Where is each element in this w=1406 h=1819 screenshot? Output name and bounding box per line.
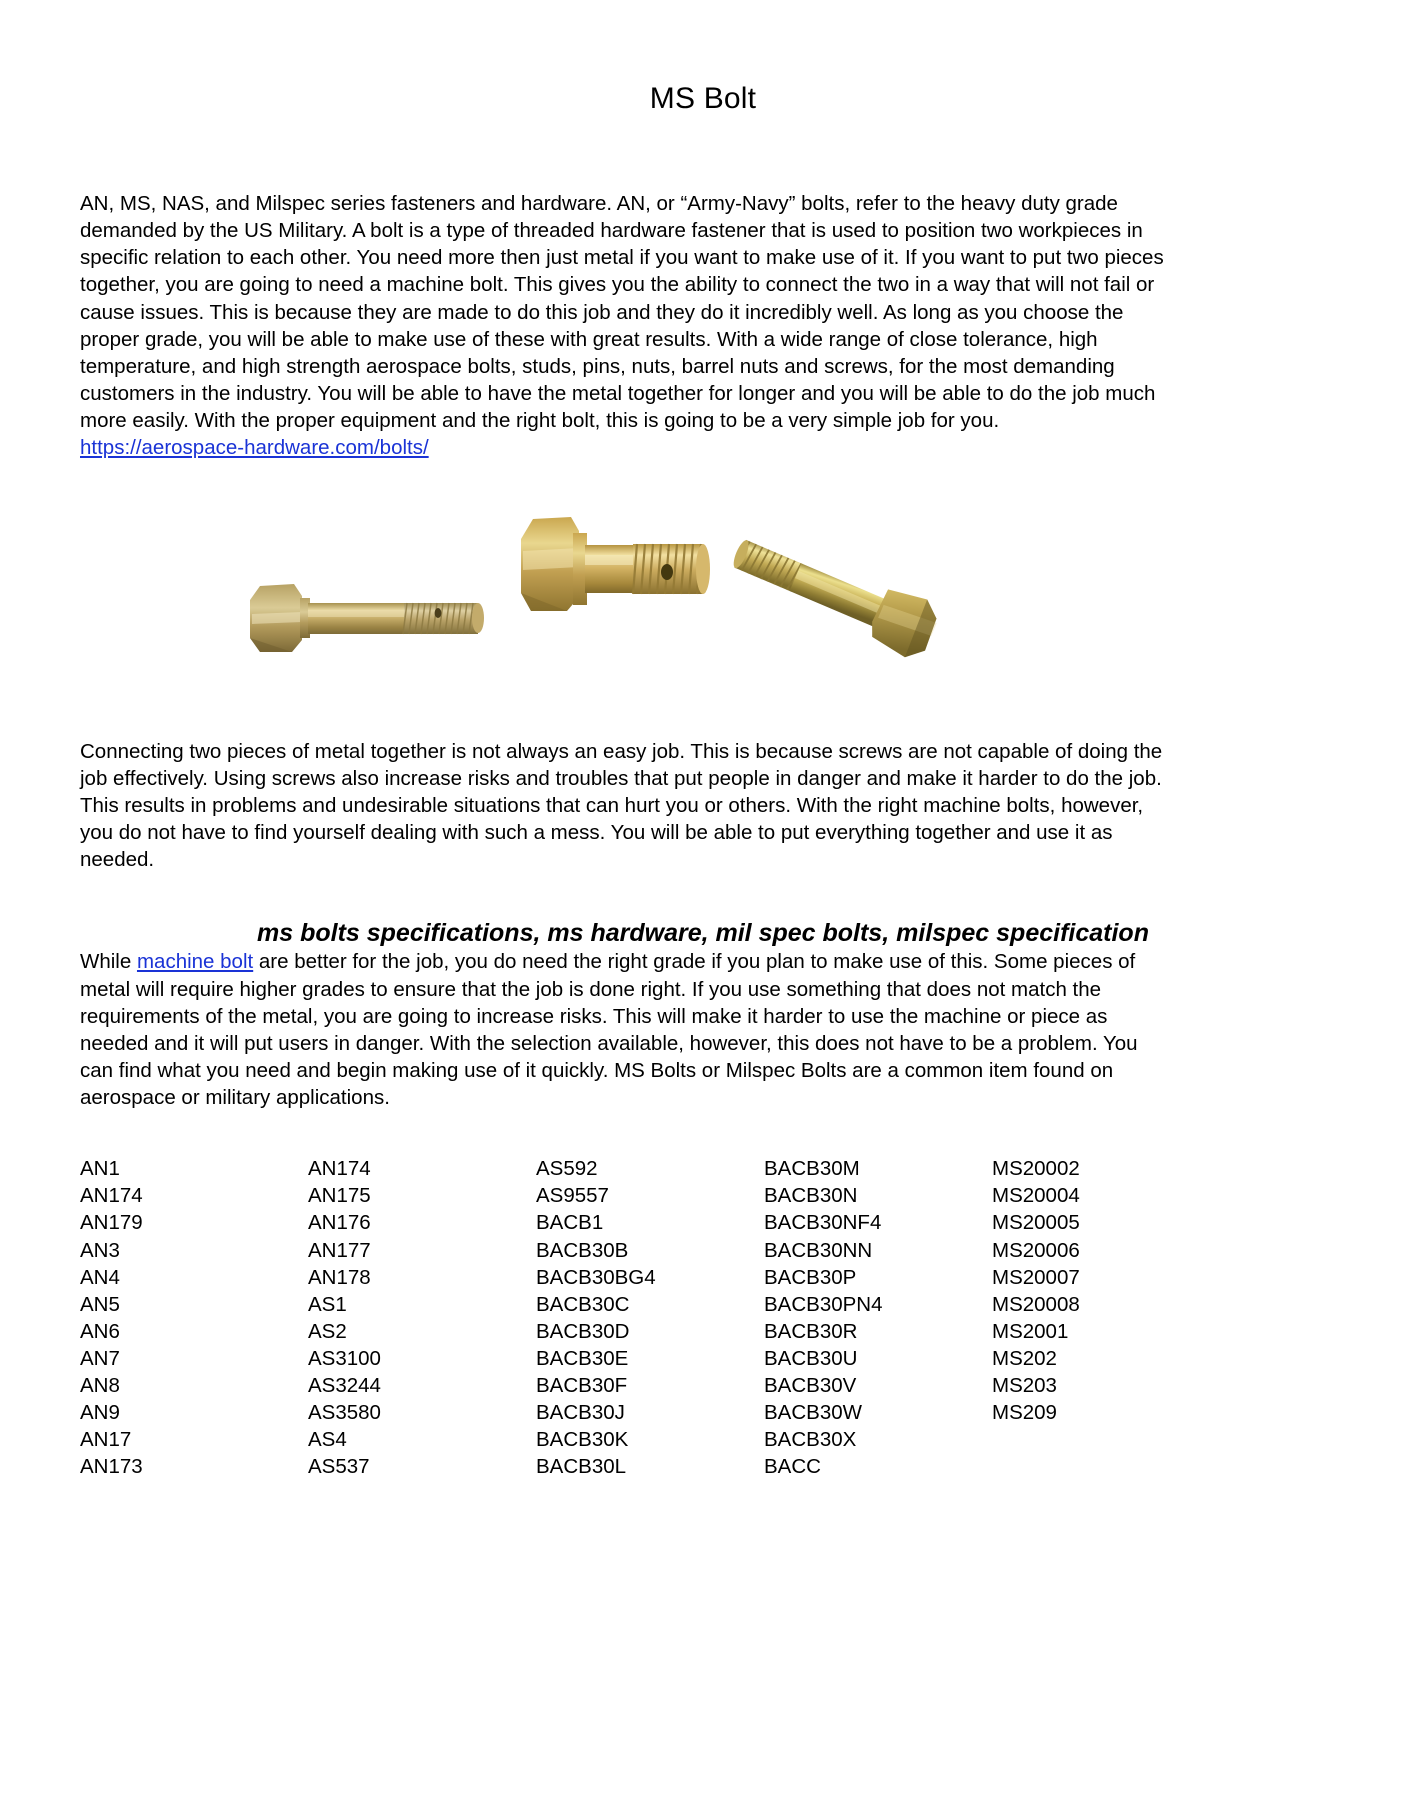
part-numbers-list <box>80 1155 1326 1480</box>
part-number: BACB30C <box>536 1292 630 1316</box>
part-number: MS20006 <box>992 1238 1080 1262</box>
part-number: AN5 <box>80 1292 120 1316</box>
part-number: BACB30P <box>764 1265 857 1289</box>
part-number: BACB30W <box>764 1401 862 1425</box>
parts-column-4 <box>764 1155 992 1480</box>
bolt-photo-figure <box>80 508 1326 708</box>
third-paragraph-prefix: While <box>80 950 137 974</box>
intro-section <box>80 190 1326 462</box>
part-number: MS202 <box>992 1346 1057 1370</box>
part-number: BACB30D <box>536 1319 630 1343</box>
part-number: BACC <box>764 1455 821 1479</box>
parts-column-5 <box>992 1155 1220 1480</box>
part-number: MS209 <box>992 1401 1057 1425</box>
part-number: AS3580 <box>308 1401 381 1425</box>
part-number: AN3 <box>80 1238 120 1262</box>
part-number: BACB30E <box>536 1346 629 1370</box>
part-number: AS4 <box>308 1428 347 1452</box>
parts-column-3 <box>536 1155 764 1480</box>
part-number: BACB30X <box>764 1428 857 1452</box>
part-number: AN179 <box>80 1211 143 1235</box>
bolt-image-1 <box>240 570 498 660</box>
part-number: AN7 <box>80 1346 120 1370</box>
part-number: BACB30U <box>764 1346 858 1370</box>
bolt-image-2 <box>515 511 715 616</box>
part-number: MS20005 <box>992 1211 1080 1235</box>
part-number: MS203 <box>992 1374 1057 1398</box>
part-number: BACB30B <box>536 1238 629 1262</box>
part-number <box>992 1453 1220 1480</box>
part-number: MS20002 <box>992 1157 1080 1181</box>
part-number: AS537 <box>308 1455 370 1479</box>
part-number: BACB30L <box>536 1455 627 1479</box>
parts-column-1 <box>80 1155 308 1480</box>
bolt-image-3 <box>725 520 950 675</box>
url-line <box>80 434 1326 461</box>
part-number: MS2001 <box>992 1319 1069 1343</box>
page-title: MS Bolt <box>649 82 757 115</box>
part-number: BACB30NF4 <box>764 1211 882 1235</box>
part-number: MS20004 <box>992 1184 1080 1208</box>
part-number: AS9557 <box>536 1184 609 1208</box>
part-number: AN177 <box>308 1238 371 1262</box>
parts-column-2 <box>308 1155 536 1480</box>
part-number: BACB30K <box>536 1428 629 1452</box>
part-number: BACB30NN <box>764 1238 873 1262</box>
section-heading: ms bolts specifications, ms hardware, mil spec bolts, milspec specification <box>257 919 1149 948</box>
third-paragraph-suffix: are better for the job, you do need the right grade if you plan to make use of this. Some pieces of metal will require higher grades to ensure that the job is done right. If you use something that does not match the requirements of the metal, you are going to increase risks. This will make it harder to use the machine or piece as needed and it will put users in danger. With the selection available, however, this does not have to be a problem. You can find what you need and begin making use of it quickly. MS Bolts or Milspec Bolts are a common item found on aerospace or military applications. <box>80 950 1138 1110</box>
part-number: AS3244 <box>308 1374 381 1398</box>
part-number: AN8 <box>80 1374 120 1398</box>
part-number: AS1 <box>308 1292 347 1316</box>
part-number: AN9 <box>80 1401 120 1425</box>
part-number: BACB30M <box>764 1157 860 1181</box>
part-number: BACB30F <box>536 1374 628 1398</box>
part-number: AN174 <box>80 1184 143 1208</box>
machine-bolt-link[interactable]: machine bolt <box>136 950 254 974</box>
part-number: BACB30N <box>764 1184 858 1208</box>
second-paragraph: Connecting two pieces of metal together is not always an easy job. This is because screws are not capable of doing the job effectively. Using screws also increase risks and troubles that put people in danger and make it harder to do the job. This results in problems and undesirable situations that can hurt you or others. With the right machine bolts, however, you do not have to find yourself dealing with such a mess. You will be able to put everything together and use it as needed. <box>80 739 1163 872</box>
part-number: AN176 <box>308 1211 371 1235</box>
part-number: MS20007 <box>992 1265 1080 1289</box>
part-number <box>992 1426 1220 1453</box>
part-number: MS20008 <box>992 1292 1080 1316</box>
intro-paragraph: AN, MS, NAS, and Milspec series fasteners and hardware. AN, or “Army-Navy” bolts, refer to the heavy duty grade demanded by the US Military. A bolt is a type of threaded hardware fastener that is used to position two workpieces in specific relation to each other. You need more then just metal if you want to make use of it. If you want to put two pieces together, you are going to need a machine bolt. This gives you the ability to connect the two in a way that will not fail or cause issues. This is because they are made to do this job and they do it incredibly well. As long as you choose the proper grade, you will be able to make use of these with great results. With a wide range of close tolerance, high temperature, and high strength aerospace bolts, studs, pins, nuts, barrel nuts and screws, for the most demanding customers in the industry. You will be able to have the metal together for longer and you will be able to do the job much more easily. With the proper equipment and the right bolt, this is going to be a very simple job for you. <box>80 192 1164 433</box>
part-number: AN1 <box>80 1157 120 1181</box>
part-number: AN178 <box>308 1265 371 1289</box>
part-number: AS592 <box>536 1157 598 1181</box>
part-number: AN174 <box>308 1157 371 1181</box>
part-number: AS2 <box>308 1319 347 1343</box>
part-number: BACB30BG4 <box>536 1265 656 1289</box>
part-number: BACB1 <box>536 1211 604 1235</box>
third-paragraph <box>80 948 1165 1111</box>
part-number: AN4 <box>80 1265 120 1289</box>
part-number: BACB30PN4 <box>764 1292 883 1316</box>
part-number: BACB30V <box>764 1374 857 1398</box>
part-number: AN17 <box>80 1428 132 1452</box>
part-number: BACB30R <box>764 1319 858 1343</box>
part-number: BACB30J <box>536 1401 625 1425</box>
part-number: AS3100 <box>308 1346 381 1370</box>
part-number: AN175 <box>308 1184 371 1208</box>
aerospace-hardware-link[interactable]: https://aerospace-hardware.com/bolts/ <box>80 436 429 460</box>
part-number: AN173 <box>80 1455 143 1479</box>
part-number: AN6 <box>80 1319 120 1343</box>
